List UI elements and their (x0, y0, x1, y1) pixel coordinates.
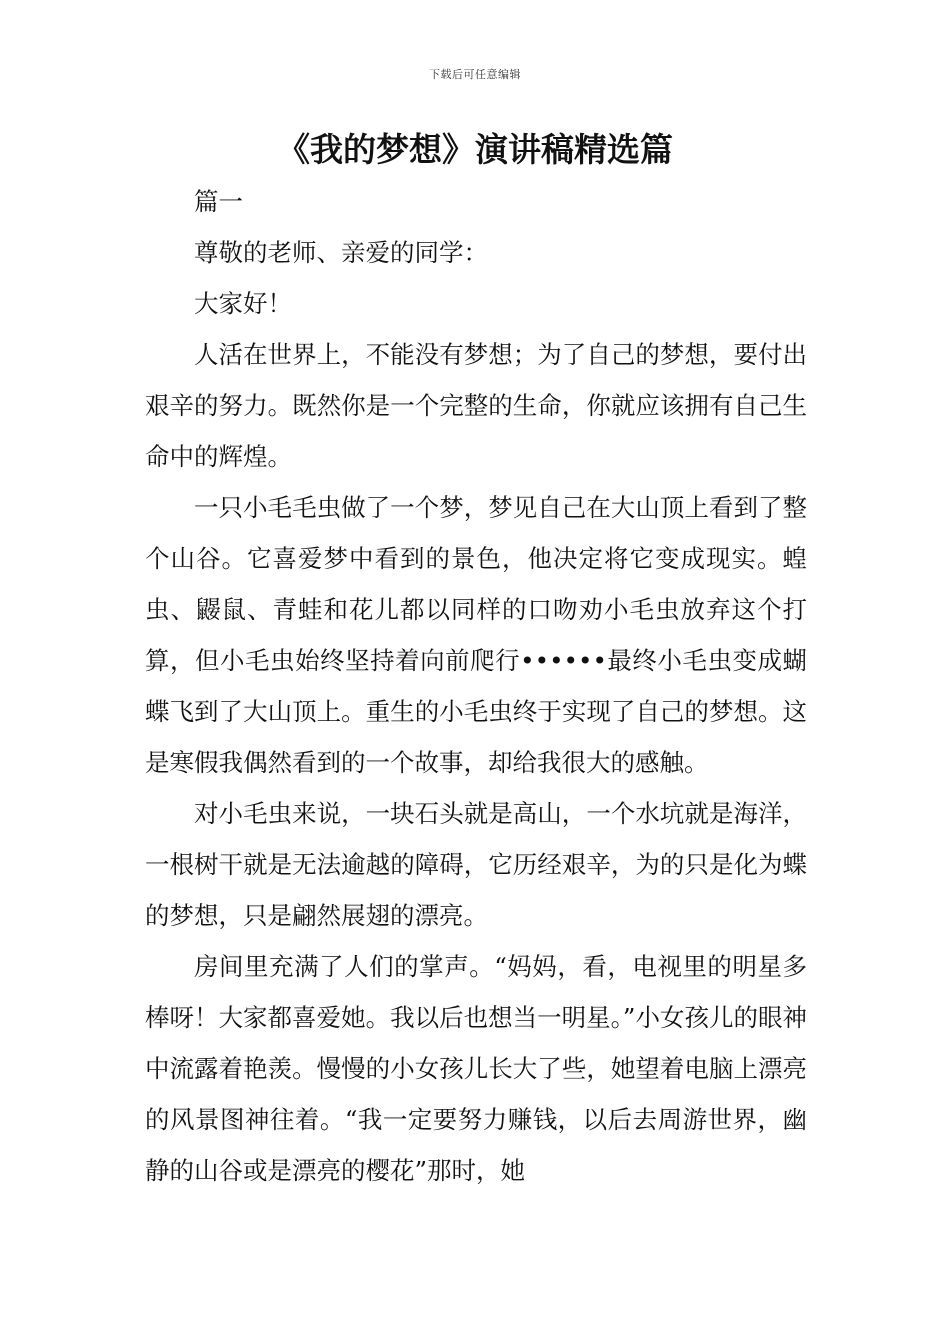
document-title: 《我的梦想》演讲稿精选篇 (277, 130, 673, 169)
section-label: 篇一 (194, 187, 243, 216)
body-paragraph: 人活在世界上，不能没有梦想；为了自己的梦想，要付出艰辛的努力。既然你是一个完整的生命，你就应该拥有自己生命中的辉煌。 (145, 340, 807, 471)
body-paragraph: 一只小毛毛虫做了一个梦，梦见自己在大山顶上看到了整个山谷。它喜爱梦中看到的景色，他决定将它变成现实。蝗虫、鼹鼠、青蛙和花儿都以同样的口吻劝小毛虫放弃这个打算，但小毛虫始终坚持着向前爬行••••••最终小毛虫变成蝴蝶飞到了大山顶上。重生的小毛虫终于实现了自己的梦想。这是寒假我偶然看到的一个故事，却给我很大的感触。 (145, 493, 807, 777)
body-paragraph: 对小毛虫来说，一块石头就是高山，一个水坑就是海洋，一根树干就是无法逾越的障碍，它历经艰辛，为的只是化为蝶的梦想，只是翩然展翅的漂亮。 (145, 799, 807, 930)
salutation: 尊敬的老师、亲爱的同学： (194, 238, 488, 267)
body-paragraph: 房间里充满了人们的掌声。“妈妈，看，电视里的明星多棒呀！大家都喜爱她。我以后也想当一明星。”小女孩儿的眼神中流露着艳羡。慢慢的小女孩儿长大了些，她望着电脑上漂亮的风景图神往着。“我一定要努力赚钱，以后去周游世界，幽静的山谷或是漂亮的樱花”那时，她 (145, 952, 807, 1185)
page-header-note: 下载后可任意编辑 (429, 68, 521, 81)
document-body (145, 176, 807, 1196)
greeting: 大家好！ (194, 289, 292, 318)
